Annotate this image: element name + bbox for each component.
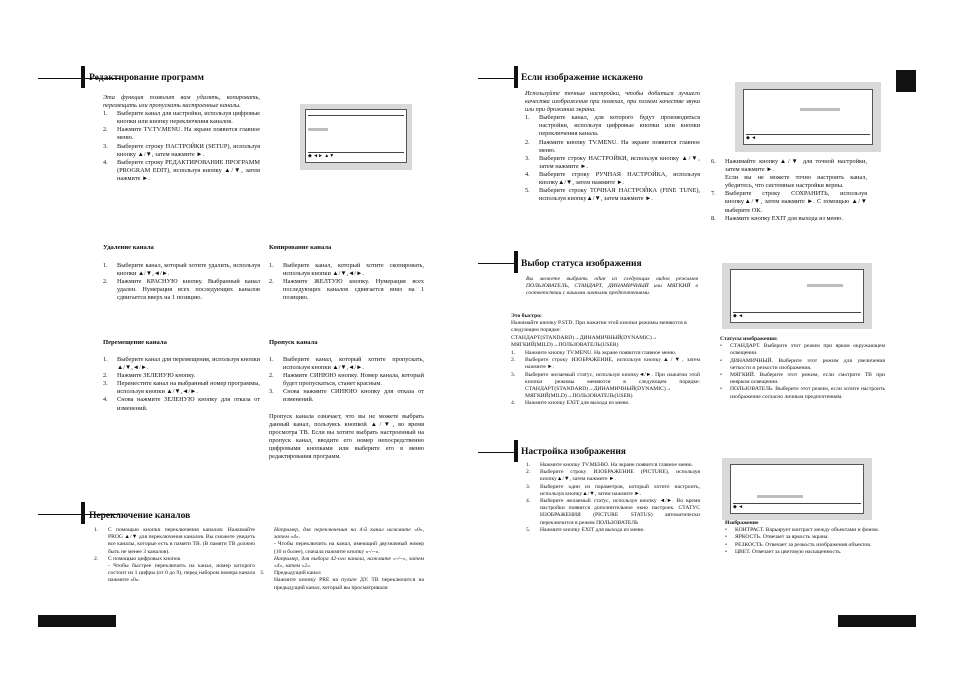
step-number: 4. (511, 400, 516, 407)
bullet-icon: • (725, 534, 727, 541)
status-block (720, 336, 885, 401)
step-number: 4. (525, 170, 530, 178)
step-text: Выберите строку РУЧНАЯ НАСТРОЙКА, используя кнопку▲/▼, затем нажмите ►. (539, 170, 700, 187)
step-text: Выберите канал, который хотите пропускать, используя кнопки ▲/▼,◄/►. (283, 356, 424, 372)
bullet-item (725, 549, 893, 556)
screen-window (730, 269, 864, 323)
step-text: Выберите канал, который хотите удалить, используя кнопки ▲/▼,◄/►. (117, 262, 260, 278)
step-text: Выберите канал для перемещения, используя кнопки ▲/▼,◄/►. (117, 356, 260, 372)
bullet-item (720, 343, 885, 357)
step-item (260, 541, 424, 555)
step-number: 1. (526, 462, 531, 468)
step-text: Нажмите кнопку EXIT для выхода из меню. (525, 400, 630, 407)
section-body (526, 276, 698, 298)
step-text: Выберите канал, для которого будут производиться настройки, используя цифровые кнопки или кнопки переключения канала. (539, 114, 700, 138)
step-number: 4. (526, 498, 531, 505)
section-title: Выбор статуса изображения (521, 259, 642, 269)
step-item (711, 174, 867, 190)
step-item (525, 114, 700, 138)
step-text: Нажмите кнопку TV.MEHЮ. На экране появится главное меню. (540, 462, 694, 468)
step-text: Нажмите СИНЮЮ кнопку. Номер канала, который будет пропускаться, станет красным. (283, 372, 424, 388)
step-number: 7. (711, 190, 716, 198)
intro-text: Эта функция позволит вам удалять, копировать, перемещать или пропускать настроенные каналы. (103, 94, 260, 110)
bullet-icon: • (725, 527, 727, 534)
step-item (525, 171, 700, 187)
step-text: Нажмите ЗЕЛЕНУЮ кнопку. (117, 372, 196, 380)
section-title: Редактирование программ (89, 73, 204, 83)
steps-list (525, 114, 700, 203)
step-item (103, 143, 260, 159)
picture-block (725, 520, 893, 556)
step-item (511, 357, 700, 371)
quick-text: Нажимайте кнопку P.STD. При нажатии этой кнопки режимы меняются в следующем порядке: СТАНДАРТ(STANDARD)→ДИНАМИЧНЫЙ(DYNAMIC)→ МЯГКИЙ(MILD)→ПОЛЬЗОВАТЕЛЬ(USER) (511, 320, 687, 348)
bullet-text: МЯГКИЙ. Выберите этот режим, если смотрите ТВ при неярком освещении. (730, 372, 885, 386)
step-text: Нажмите кнопку EXIT для выхода из меню. (540, 526, 645, 533)
section-body-col2 (711, 158, 867, 223)
status-title: Статусы изображения: (720, 336, 778, 342)
step-text: Выберите строку ИЗОБРАЖЕНИЕ (PICTURE), используя кнопку▲/▼, затем нажмите ►. (540, 469, 700, 483)
bullet-icon: • (725, 548, 727, 555)
bullet-text: РЕЗКОСТЬ. Отвечает за резкость изображения объектов. (735, 541, 872, 548)
bullet-icon: • (720, 372, 722, 379)
step-text: Выберите строку НАСТРОЙКИ, используя кнопку ▲/▼, затем нажмите ►. (539, 154, 700, 170)
step-number: 3. (269, 388, 274, 396)
step-item (526, 498, 700, 527)
step-number: 1. (525, 114, 530, 122)
rule (478, 263, 516, 264)
step-item (260, 570, 424, 577)
footer-bar (38, 615, 116, 627)
step-text: Выберите желаемый статус, используя кнопку◄/►. При нажатии этой кнопки режимы меняются в следующем порядке: СТАНДАРТ(STANDARD)→ДИНАМИЧНЫЙ(DYNAMIC)→ МЯГКИЙ(MILD)→ПОЛЬЗОВАТЕЛЬ(USER) (525, 371, 700, 400)
step-text: - Чтобы переключить на канал, имеющий двузначный номер (10 и более), сначала нажмите кнопку «-/--». (274, 541, 424, 555)
step-item (269, 372, 424, 388)
screen-highlight (308, 128, 328, 131)
steps-list (94, 527, 255, 585)
step-text: Переместите канал на выбранный номер программы, используя кнопки ▲/▼,◄/►. (117, 380, 260, 396)
step-item (526, 527, 700, 534)
step-number: 4. (103, 396, 108, 404)
picture-title: Изображение (725, 520, 759, 526)
step-text: Нажимайте кнопку▲/▼ для точной настройки, затем нажмите ►. (725, 158, 867, 174)
step-number: 2. (94, 555, 99, 562)
screen-highlight (757, 495, 803, 498)
step-item (103, 396, 260, 412)
step-number: 8. (711, 214, 716, 222)
steps-list (103, 262, 260, 302)
step-number: 1. (269, 356, 274, 363)
subsection-body (103, 262, 260, 302)
status-list (720, 343, 885, 401)
step-number: 5. (526, 526, 531, 533)
step-item (103, 262, 260, 278)
tv-menu-screen (735, 82, 881, 152)
subsection-title: Перемещение канала (103, 339, 167, 346)
step-item (525, 139, 700, 155)
screen-window (730, 464, 864, 514)
step-item (260, 527, 424, 541)
screen-highlight (800, 108, 840, 111)
screen-footer: ◆ ◄ (746, 134, 870, 143)
step-number: 1. (511, 350, 516, 357)
step-item (269, 388, 424, 404)
step-number: 4. (103, 158, 108, 166)
bullet-text: ДИНАМИЧНЫЙ. Выберите этот режим для увеличения четкости и резкости изображения. (730, 357, 885, 371)
step-number: 1. (269, 262, 274, 269)
step-text: Снова нажмите ЗЕЛЕНУЮ кнопку для отказа от изменений. (117, 396, 260, 412)
step-item (103, 380, 260, 396)
bullet-text: ЦВЕТ. Отвечает за цветовую насыщенность. (735, 548, 842, 555)
rule (478, 78, 516, 79)
heading-marker (81, 502, 85, 524)
step-text: Снова нажмите СИНЮЮ кнопку для отказа от изменений. (283, 388, 424, 404)
steps-list (260, 527, 424, 592)
step-item (525, 187, 700, 203)
bullet-item (725, 527, 893, 534)
step-number: 1. (103, 262, 108, 269)
bullet-text: ЯРКОСТЬ. Отвечает за яркость экрана. (735, 534, 829, 541)
screen-window (305, 109, 407, 163)
section-body (94, 527, 255, 585)
step-item (269, 262, 424, 278)
step-number: 2. (526, 469, 531, 476)
step-number: 1. (94, 527, 99, 533)
step-item (94, 563, 255, 585)
skip-note: Пропуск канала означает, что вы не можете выбрать данный канал, пользуясь кнопкой ▲/▼, во время просмотра ТВ. Если вы хотите выбрать настроенный на пропуск канал, вводите его номер непосредственно цифровыми кнопками или выберите его в меню редактирования программ. (269, 412, 424, 461)
step-text: Например, для выбора 42-ого канала, нажмите «-/--», затем «4», затем «2». (274, 555, 424, 570)
steps-list (511, 350, 700, 408)
bullet-item (725, 542, 893, 549)
step-number: 1. (103, 356, 108, 363)
step-item (260, 556, 424, 570)
step-text: Выберите строку СОХРАНИТЬ, используя кнопку▲/▼, затем нажмите ►. С помощью ▲/▼ выберите OK. (725, 190, 867, 214)
heading-marker (514, 440, 518, 462)
tv-menu-screen (300, 104, 412, 170)
heading-marker (514, 66, 518, 88)
bullet-icon: • (725, 541, 727, 548)
screen-window (743, 89, 873, 145)
steps-list (526, 462, 700, 534)
section-body (526, 462, 700, 534)
step-item (511, 372, 700, 401)
step-text: Выберите канал для настройки, используя цифровые кнопки или кнопку переключения каналов. (117, 110, 260, 126)
step-item (103, 126, 260, 142)
section-body (103, 94, 260, 183)
step-number: 3. (526, 483, 531, 490)
step-text: Выберите строку НАСТРОЙКИ (SETUP), используя кнопку ▲/▼, затем нажмите ►. (117, 142, 260, 158)
step-text: Если вы не можете точно настроить канал, убедитесь, что системные настройки верны. (725, 174, 867, 190)
tv-menu-screen (722, 263, 872, 329)
steps-list (103, 110, 260, 183)
step-text: Нажмите кнопку PRE на пульте ДУ. ТВ переключится на предыдущий канал, который вы просматривали (274, 577, 424, 591)
step-number: 2. (269, 372, 274, 380)
step-text: С помощью кнопки переключения каналов: Нажимайте PROG ▲/▼ для переключения каналов. Вы сможете увидеть все каналы, которые есть в памяти ТВ. (В памяти ТВ должно быть не менее 3 каналов). (108, 527, 255, 555)
bullet-icon: • (720, 357, 722, 364)
section-title: Переключение каналов (89, 511, 191, 521)
step-item (260, 577, 424, 591)
page-tab (896, 70, 916, 92)
step-text: Нажмите кнопку TV.MENU. На экране появится главное меню. (539, 138, 700, 154)
bullet-text: СТАНДАРТ. Выберите этот режим при ярком окружающем освещении. (730, 343, 885, 357)
section-title: Если изображение искажено (521, 73, 643, 83)
tv-menu-screen (722, 458, 872, 520)
step-item (269, 278, 424, 302)
screen-divider (308, 115, 404, 116)
intro-text: Вы можете выбрать один из следующих видов режимов ПОЛЬЗОВАТЕЛЬ, СТАНДАРТ, ДИНАМИЧНЫЙ или МЯГКИЙ в соответствии с вашими личными предпочтениями. (526, 276, 698, 297)
step-item (711, 190, 867, 214)
step-number: 5. (525, 187, 530, 195)
step-text: Выберите строку ИЗОБРАЖЕНИЕ, используя кнопку▲/▼, затем нажмите ►. (525, 357, 700, 371)
subsection-body (269, 262, 424, 302)
step-text: Нажмите TV.TV.MENU. На экране появится главное меню. (117, 126, 260, 142)
step-number: 3. (103, 142, 108, 150)
step-text: Выберите один из параметров, который хотите настроить, используя кнопку▲/▼, затем нажмите ►. (540, 483, 700, 497)
step-text: Выберите строку ТОЧНАЯ НАСТРОЙКА (FINE TUNE), используя кнопку▲/▼, затем нажмите ►. (539, 187, 700, 203)
section-body (525, 90, 700, 203)
step-item (526, 484, 700, 498)
step-item (103, 159, 260, 183)
bullet-item (720, 358, 885, 372)
bullet-item (725, 534, 893, 541)
step-text: Например, для переключения на 4-й канал нажмите «0», затем «4». (274, 527, 424, 541)
step-item (711, 158, 867, 174)
section-body-col2 (260, 527, 424, 592)
subsection-title: Пропуск канала (269, 339, 318, 346)
step-number: 2. (103, 372, 108, 380)
step-text: Нажмите ЖЕЛТУЮ кнопку. Нумерация всех последующих каналов сдвигается вниз на 1 позицию. (283, 278, 424, 302)
step-text: Нажмите кнопку EXIT для выхода из меню. (725, 214, 843, 222)
picture-list (725, 527, 893, 556)
bullet-text: КОНТРАСТ. Варьирует контраст между объектами и фоном. (735, 527, 880, 534)
step-number: 6. (711, 158, 716, 165)
step-item (103, 372, 260, 380)
quick-block (511, 313, 700, 408)
heading-marker (81, 66, 85, 88)
step-item (103, 356, 260, 372)
step-number: 2. (525, 138, 530, 146)
step-text: Выберите канал, который хотите скопировать, используя кнопки ▲/▼,◄/►. (283, 262, 424, 278)
screen-footer: ◆ ◄ (733, 312, 861, 321)
step-text: Выберите строку РЕДАКТИРОВАНИЕ ПРОГРАММ (PROGRAM EDIT), используя кнопку ▲/▼, затем нажмите ►. (117, 158, 260, 182)
step-number: 2. (103, 126, 108, 134)
step-item (103, 278, 260, 302)
heading-marker (514, 251, 518, 273)
steps-list (103, 356, 260, 413)
step-item (511, 400, 700, 407)
step-number: 2. (269, 278, 274, 286)
step-text: Предыдущий канал (274, 570, 321, 577)
subsection-title: Копирование канала (269, 244, 332, 251)
step-number: 3. (511, 371, 516, 378)
bullet-item (720, 386, 885, 400)
footer-bar (838, 615, 916, 627)
bullet-icon: • (720, 386, 722, 393)
step-item (269, 356, 424, 372)
bullet-icon: • (720, 343, 722, 350)
step-number: 2. (103, 278, 108, 286)
step-text: Выберите желаемый статус, используя кнопку ◄/►. Во время настройки появится дополнительное окно настроек. СТАТУС ИЗОБРАЖЕНИЯ (PICTURE STATUS) автоматически переключится в режим ПОЛЬЗОВАТЕЛЬ (540, 498, 700, 526)
subsection-body (103, 356, 260, 413)
steps-list (711, 158, 867, 223)
step-number: 1. (103, 110, 108, 118)
step-item (94, 527, 255, 556)
subsection-body (269, 356, 424, 461)
bullet-text: ПОЛЬЗОВАТЕЛЬ. Выберите этот режим, если хотите настроить изображение согласно личным предпочтениям. (730, 386, 885, 400)
step-item (94, 556, 255, 563)
screen-highlight (807, 284, 843, 287)
bullet-item (720, 372, 885, 386)
step-text: Нажмите кнопку TV.MENU. На экране появится главное меню. (525, 350, 677, 357)
step-item (103, 110, 260, 126)
subsection-title: Удаление канала (103, 244, 154, 251)
step-item (526, 469, 700, 483)
step-number: 3. (260, 570, 265, 577)
step-text: С помощью цифровых кнопок (108, 555, 181, 562)
section-title: Настройка изображения (521, 447, 626, 457)
step-item (711, 215, 867, 223)
screen-footer: ◆ ◄ (733, 503, 861, 512)
step-number: 3. (525, 154, 530, 162)
step-number: 2. (511, 357, 516, 364)
quick-title: Это быстро: (511, 313, 542, 319)
step-number: 3. (103, 380, 108, 388)
step-text: - Чтобы быстрее переключить на канал, номер которого состоит из 1 цифры (от 0 до 9), перед набором номера канала нажмите «0». (108, 563, 255, 584)
steps-list (269, 262, 424, 302)
steps-list (269, 356, 424, 405)
rule (478, 452, 516, 453)
step-text: Нажмите КРАСНУЮ кнопку. Выбранный канал удален. Нумерация всех последующих каналов сдвигается вверх на 1 позицию. (117, 278, 260, 302)
intro-text: Используйте точные настройки, чтобы добиться лучшего качества изображения при помехах, при плохом качестве звука или при дрожании экрана. (525, 90, 700, 114)
screen-footer: ◆ ◄► ▲▼ (308, 152, 404, 161)
step-item (525, 155, 700, 171)
